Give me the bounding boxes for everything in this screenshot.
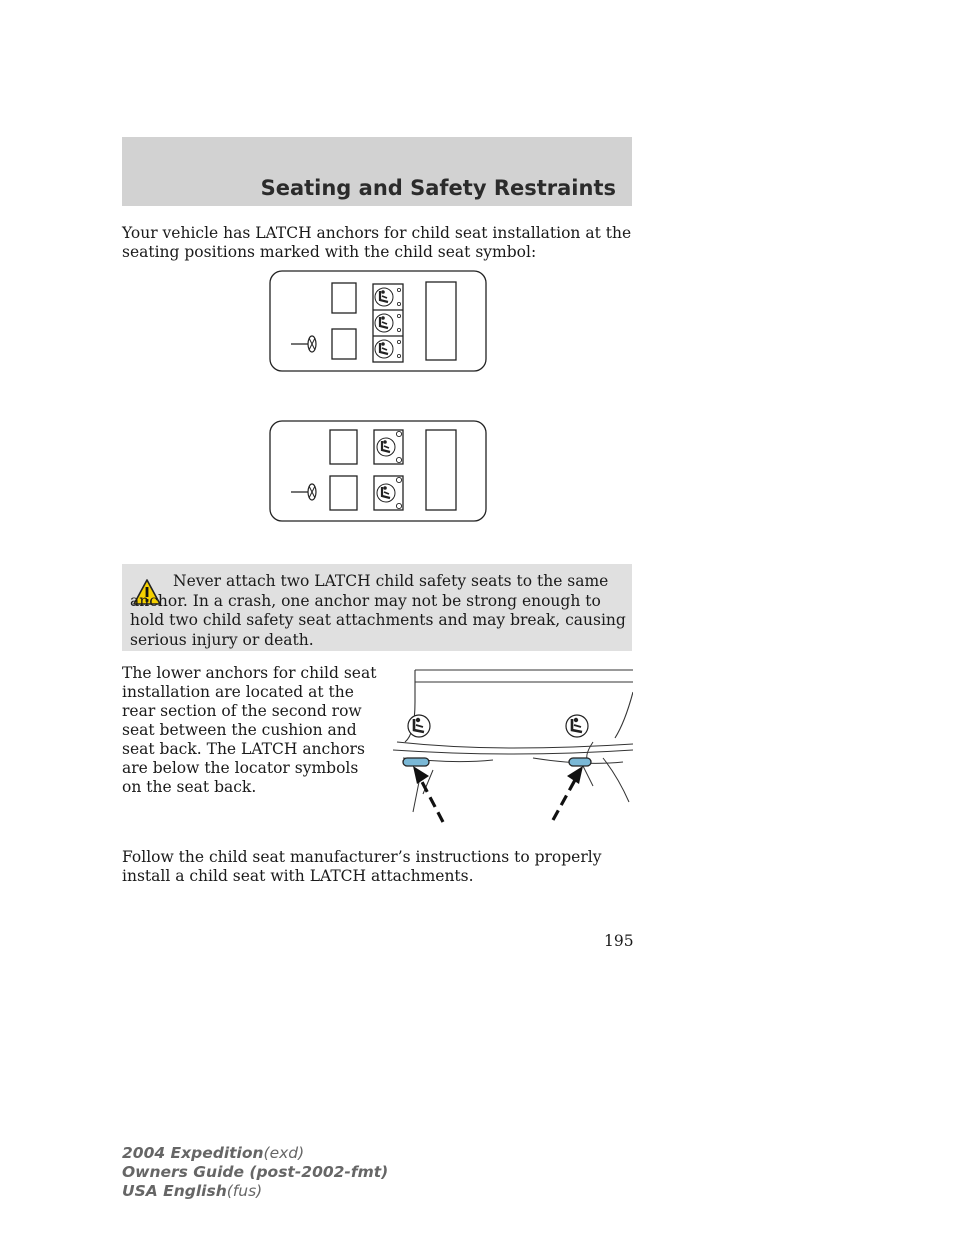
third-row-bench <box>426 282 456 360</box>
front-seat-driver <box>330 476 357 510</box>
footer-line-guide: Owners Guide (post-2002-fmt) <box>122 1163 389 1181</box>
latch-anchor-right <box>569 758 591 766</box>
child-seat-symbol-icon <box>375 314 393 332</box>
follow-instructions-paragraph: Follow the child seat manufacturer’s instructions to properly install a child seat with LATCH attachments. <box>122 848 602 885</box>
arrow-left-icon <box>413 766 443 822</box>
warning-box <box>122 564 632 651</box>
intro-paragraph: Your vehicle has LATCH anchors for child seat installation at the seating positions marked with the child seat symbol: <box>122 224 632 261</box>
page-number: 195 <box>604 932 634 950</box>
latch-anchor-left <box>403 758 429 766</box>
section-title: Seating and Safety Restraints <box>260 176 616 200</box>
latch-anchor-illustration <box>393 662 633 830</box>
child-seat-locator-icon <box>408 715 430 737</box>
footer-line-model: 2004 Expedition(exd) <box>122 1144 305 1162</box>
child-seat-symbol-icon <box>375 340 393 358</box>
child-seat-symbol-icon <box>377 484 395 502</box>
arrow-right-icon <box>553 766 583 820</box>
child-seat-locator-icon <box>566 715 588 737</box>
lower-anchors-paragraph: The lower anchors for child seat installation are located at the rear section of the second row seat between the cushion and seat back. The LATCH anchors are below the locator symbols on the seat back. <box>122 664 377 796</box>
child-seat-symbol-icon <box>375 288 393 306</box>
warning-text: Never attach two LATCH child safety seats to the same anchor. In a crash, one anchor may not be strong enough to hold two child safety seat attachments and may break, causing serious injury or death. <box>130 572 626 649</box>
front-seat-driver <box>332 329 356 359</box>
third-row-bench <box>426 430 456 510</box>
footer-line-language: USA English(fus) <box>122 1182 263 1200</box>
child-seat-symbol-icon <box>377 438 395 456</box>
seatmap-two-position <box>269 420 487 522</box>
front-seat-passenger <box>330 430 357 464</box>
document-footer <box>122 1144 388 1201</box>
section-header-band <box>122 137 632 206</box>
front-seat-passenger <box>332 283 356 313</box>
seatmap-three-position <box>269 270 487 372</box>
